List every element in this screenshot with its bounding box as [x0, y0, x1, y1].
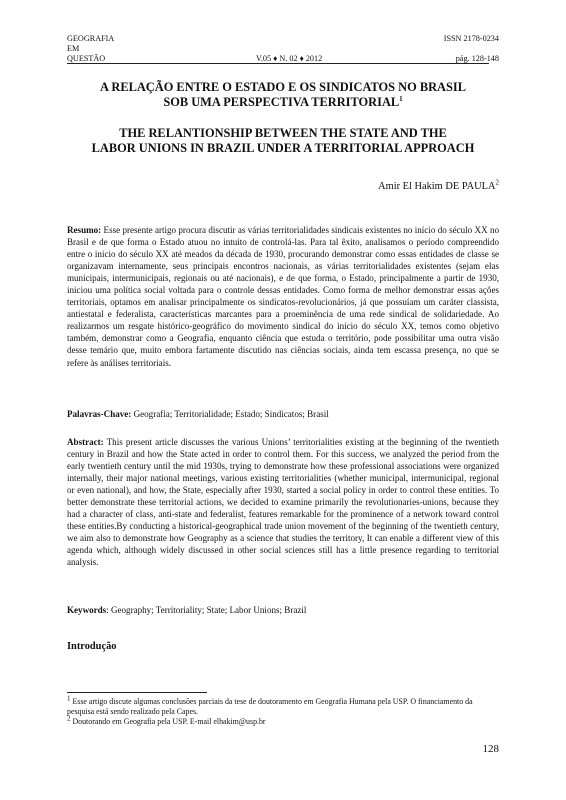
author	[378, 178, 499, 192]
resumo-text: Esse presente artigo procura discutir as várias territorialidades sindicais existentes no início do século XX no Brasil e de que forma o Estado atuou no intuito de controlá-las. Para tal êxito, analisamos o período compreendido entre o início do século XX até meados da década de 1930, procurando demonstrar como essas entidades de classe se organizavam internamente, seus principais encontros nacionais, as várias territorialidades existentes (sejam elas municipais, intermunicipais, regionais ou até nacionais), e de que forma, o Estado, principalmente a partir de 1930, iniciou uma política social voltada para o controle dessas entidades. Como forma de melhor demonstrar essas ações territoriais, optamos em analisar principalmente os sindicatos-revolucionários, já que possuíam um caráter classista, antiestatal e federalista, características marcantes para a proeminência de uma rede sindical de solidariedade. Ao realizarmos um resgate histórico-geográfico do movimento sindical do início do século XX, temos como objetivo também, demonstrar como a Geografia, enquanto ciência que estuda o território, pode possibilitar uma outra visão desse temário que, muito embora fartamente discutido nas ciências sociais, ainda tem escassa presença, no que se refere às análises territoriais.	[67, 225, 500, 368]
title-portuguese	[67, 80, 499, 110]
journal-header-row3	[67, 54, 499, 64]
palavras-chave-label: Palavras-Chave:	[67, 409, 132, 419]
footnote-1-text: Esse artigo discute algumas conclusões parciais da tese de doutoramento em Geografia Humana pela USP. O financiamento da pesquisa está sendo realizado pela Capes.	[67, 697, 473, 716]
resumo-paragraph	[67, 224, 499, 369]
journal-header-row1	[67, 34, 499, 44]
title-pt-line2: SOB UMA PERSPECTIVA TERRITORIAL	[163, 95, 400, 109]
footnote-2-text: Doutorando em Geografia pela USP. E-mail elhakim@usp.br	[70, 717, 266, 726]
title-en-line2: LABOR UNIONS IN BRAZIL UNDER A TERRITORIAL APPROACH	[91, 141, 475, 155]
keywords-paragraph	[67, 604, 499, 616]
section-heading-introducao: Introdução	[67, 641, 117, 652]
page-range: pág. 128-148	[455, 54, 499, 63]
abstract-label: Abstract:	[67, 437, 104, 447]
palavras-chave-text: Geografia; Territorialidade; Estado; Sindicatos; Brasil	[133, 409, 329, 419]
footnote-mark-1[interactable]: 1	[399, 94, 403, 103]
keywords-label: Keywords	[67, 605, 107, 615]
resumo-label: Resumo:	[67, 225, 102, 235]
journal-name-line3: QUESTÃO	[67, 54, 106, 63]
keywords-text: : Geography; Territoriality; State; Labor Unions; Brazil	[106, 605, 307, 615]
abstract-text: This present article discusses the various Unions’ territorialities existing at the beginning of the twentieth century in Brazil and how the State acted in order to control them. For this success, we analyzed the period from the early twentieth century until the mid 1930s, trying to demonstrate how these professional associations were organized internally, their major national meetings, various existing territorialities (whether municipal, intermunicipal, regional or even national), and how, the State, especially after 1930, started a social policy in order to control these entities. To better demonstrate these territorial actions, we decided to examine primarily the revolutionaries-unions, because they had a character of class, anti-state and federalist, features remarkable for the prominence of a network toward control these entities.By conducting a historical-geographical trade union movement of the beginning of the twentieth century, we aim also to demonstrate how Geography as a science that studies the territory, It can enable a different view of this agenda which, although widely discussed in other social sciences still has a little presence regarding to territorial analysis.	[67, 437, 499, 568]
footnote-mark-2[interactable]: 2	[495, 178, 499, 187]
title-en-line1: THE RELANTIONSHIP BETWEEN THE STATE AND THE	[119, 126, 447, 140]
palavras-chave-paragraph	[67, 408, 499, 420]
abstract-paragraph	[67, 436, 499, 569]
journal-name-line2: EM	[67, 44, 80, 53]
footnote-2	[67, 714, 499, 727]
author-name: Amir El Hakim DE PAULA	[378, 181, 496, 192]
title-english	[67, 126, 499, 156]
footnote-rule	[67, 692, 207, 693]
footnote-2-mark: 2	[67, 714, 71, 723]
title-pt-line1: A RELAÇÃO ENTRE O ESTADO E OS SINDICATOS NO BRASIL	[100, 80, 466, 94]
footnote-1	[67, 694, 499, 717]
issn: ISSN 2178-0234	[443, 34, 499, 43]
volume-number: V.05 ♦ N. 02 ♦ 2012	[256, 54, 323, 63]
page-number: 128	[482, 743, 499, 755]
journal-name-line1: GEOGRAFIA	[67, 34, 115, 43]
footnotes	[67, 694, 499, 727]
footnote-1-mark: 1	[67, 694, 71, 703]
